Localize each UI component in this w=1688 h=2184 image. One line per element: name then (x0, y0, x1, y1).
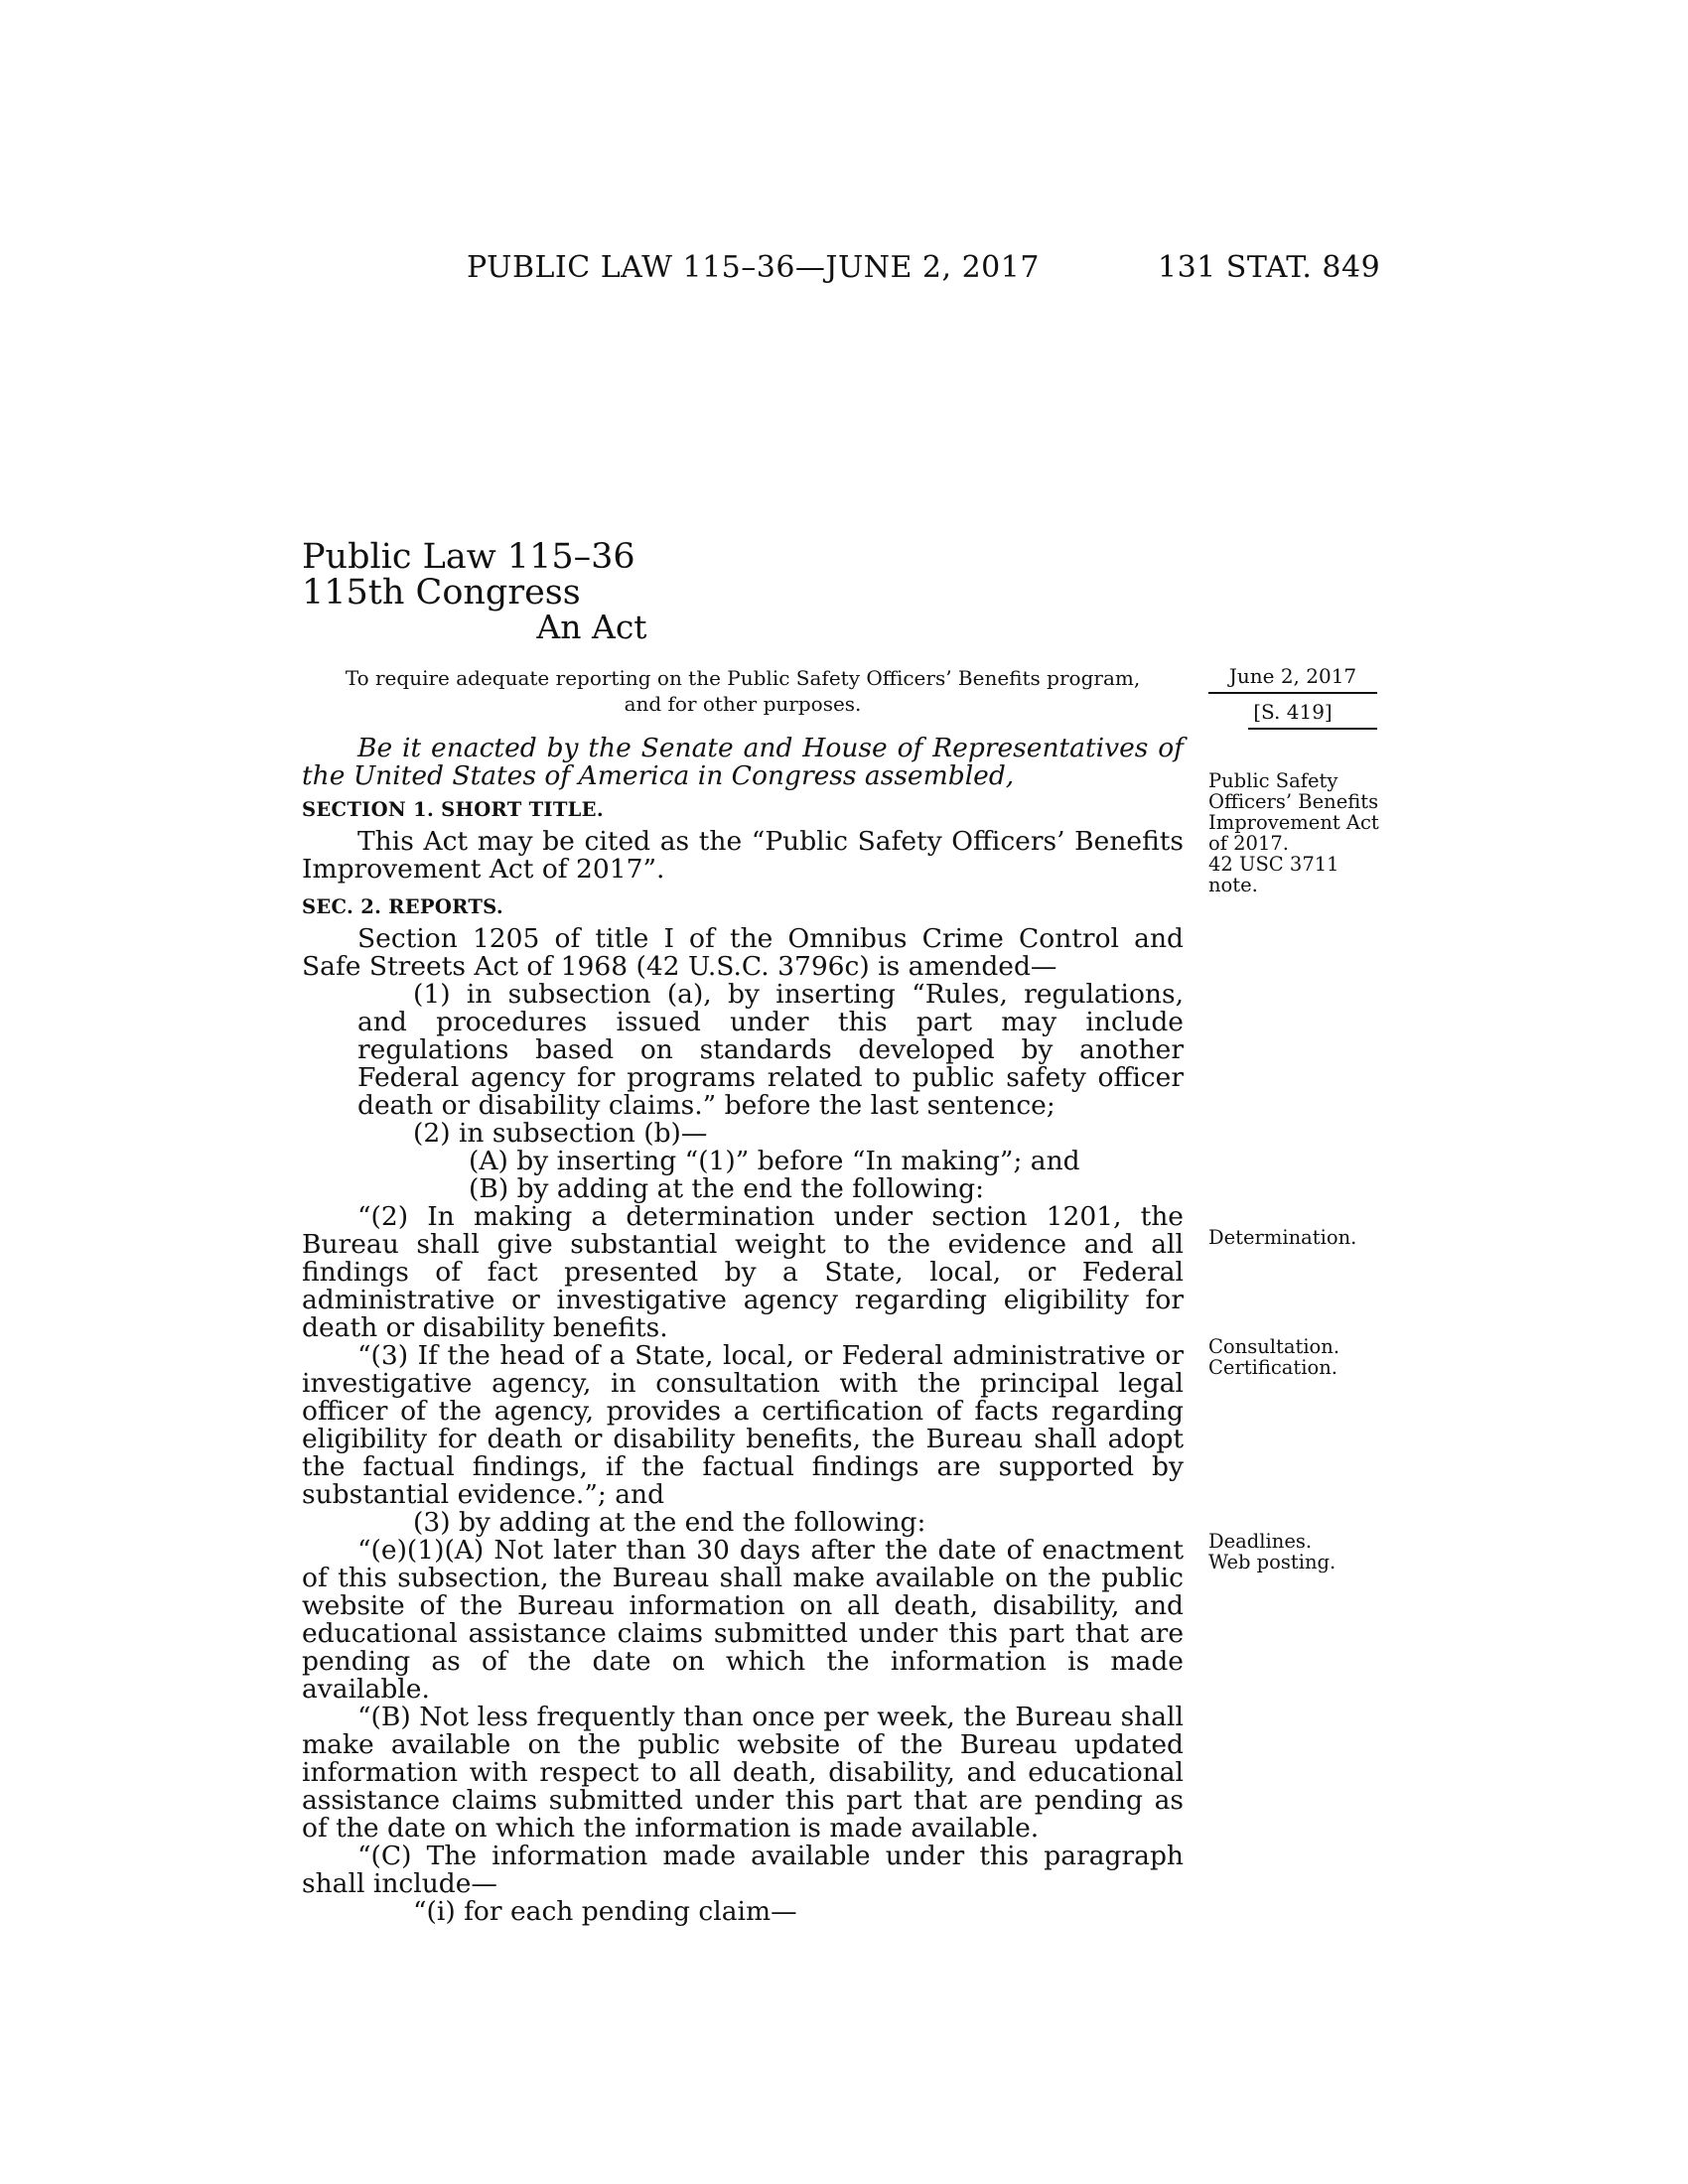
running-head: PUBLIC LAW 115–36—JUNE 2, 2017 (467, 250, 1040, 285)
section-1-heading: SECTION 1. SHORT TITLE. (302, 798, 604, 821)
section-1-text: This Act may be cited as the “Public Safety Officers’ Benefits Improvement Act of 2017”. (302, 826, 1184, 885)
act-purpose (302, 665, 1184, 717)
law-number: Public Law 115–36 (302, 537, 635, 577)
stat-page-number: 131 STAT. 849 (1158, 250, 1381, 285)
quoted-e1A: “(e)(1)(A) Not later than 30 days after the date of enactment of this subsection, the Bureau shall make available on the public website of the Bureau information on all death, disability, and educational assistance claims submitted under this part that are pending as of the date on which the information is made available. (302, 1535, 1184, 1705)
congress: 115th Congress (302, 573, 581, 613)
purpose-line-2: and for other purposes. (624, 692, 862, 716)
act-heading: An Act (536, 608, 647, 646)
bill-rule (1248, 728, 1377, 730)
paragraph-3: (3) by adding at the end the following: (413, 1507, 926, 1538)
paragraph-2: (2) in subsection (b)— (413, 1118, 708, 1149)
paragraph-1 (302, 981, 1184, 1120)
quoted-B: “(B) Not less frequently than once per week, the Bureau shall make available on the public website of the Bureau updated information with respect to all death, disability, and educational assistance claims submitted under this part that are pending as of the date on which the information is made available. (302, 1702, 1184, 1843)
margin-note-line: Certification. (1208, 1356, 1337, 1379)
margin-note-line: 42 USC 3711 (1208, 853, 1339, 876)
margin-note-line: Officers’ Benefits (1208, 790, 1379, 813)
margin-note-line: note. (1208, 874, 1258, 896)
date-bill-box (1208, 664, 1377, 736)
margin-note-line: Public Safety (1208, 769, 1338, 792)
quoted-paragraph-2: “(2) In making a determination under section 1201, the Bureau shall give substantial weight to the evidence and all findings of fact presented by a State, local, or Federal administrative or investigative agency regarding eligibility for death or disability benefits. (302, 1201, 1184, 1343)
margin-note-determination: Determination. (1208, 1226, 1357, 1249)
section-2-heading: SEC. 2. REPORTS. (302, 895, 503, 918)
margin-note-line: of 2017. (1208, 832, 1289, 855)
bill-number: [S. 419] (1253, 700, 1333, 724)
quoted-i: “(i) for each pending claim— (413, 1896, 797, 1927)
subparagraph-2A: (A) by inserting “(1)” before “In making”; and (469, 1146, 1080, 1176)
margin-note-line: Improvement Act (1208, 811, 1379, 834)
margin-note-line: Deadlines. (1208, 1530, 1313, 1553)
margin-note-line: Web posting. (1208, 1551, 1336, 1573)
margin-note-consultation (1208, 1336, 1339, 1378)
margin-note-short-title (1208, 770, 1379, 895)
subparagraph-2B: (B) by adding at the end the following: (469, 1173, 985, 1204)
enactment-date: June 2, 2017 (1228, 664, 1357, 688)
date-rule (1208, 692, 1377, 694)
section-2-intro: Section 1205 of title I of the Omnibus Crime Control and Safe Streets Act of 1968 (42 U.S.C. 3796c) is amended— (302, 923, 1184, 982)
margin-note-line: Consultation. (1208, 1335, 1340, 1358)
purpose-line-1: To require adequate reporting on the Public Safety Officers’ Benefits program, (345, 666, 1141, 690)
statute-body (302, 735, 1184, 1926)
quoted-paragraph-3: “(3) If the head of a State, local, or Federal administrative or investigative agency, in consultation with the principal legal officer of the agency, provides a certification of facts regarding eligibility for death or disability benefits, the Bureau shall adopt the factual findings, if the factual findings are supported by substantial evidence.”; and (302, 1340, 1184, 1510)
margin-note-deadlines (1208, 1531, 1336, 1572)
quoted-C: “(C) The information made available under this paragraph shall include— (302, 1841, 1184, 1899)
enacting-clause: Be it enacted by the Senate and House of Representatives of the United States of America in Congress assembled, (302, 733, 1184, 791)
paragraph-1-text: (1) in subsection (a), by inserting “Rules, regulations, and procedures issued under this part may include regulations based on standards developed by another Federal agency for programs related to public safety officer death or disability claims.” before the last sentence; (357, 979, 1184, 1121)
